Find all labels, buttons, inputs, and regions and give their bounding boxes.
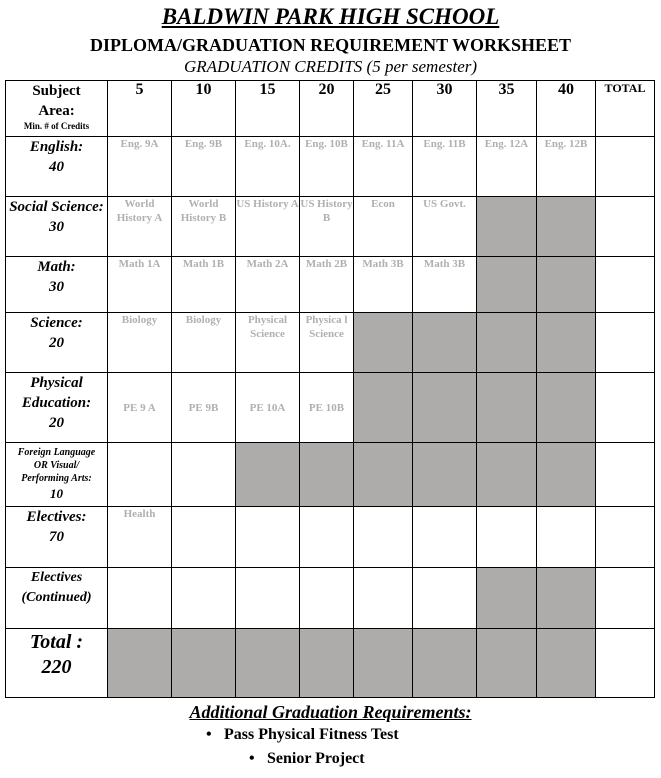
total-cell[interactable] — [596, 313, 655, 373]
subject-social-science: Social Science: 30 — [6, 197, 108, 257]
total-cell[interactable] — [596, 443, 655, 507]
table-row-english — [6, 137, 655, 197]
grand-total-cell[interactable] — [596, 629, 655, 698]
shaded-cell — [477, 568, 537, 629]
shaded-cell — [300, 629, 354, 698]
credit-col-25: 25 — [354, 81, 413, 137]
table-row-math — [6, 257, 655, 313]
course-cell[interactable] — [236, 507, 300, 568]
course-cell[interactable]: World History A — [108, 197, 172, 257]
course-cell[interactable]: Physical Science — [236, 313, 300, 373]
shaded-cell — [172, 629, 236, 698]
course-cell[interactable]: PE 10A — [236, 373, 300, 443]
course-cell[interactable]: Physica l Science — [300, 313, 354, 373]
course-cell[interactable]: Eng. 11A — [354, 137, 413, 197]
table-row-physical-education — [6, 373, 655, 443]
min-credits-label: Min. # of Credits — [23, 121, 90, 131]
credit-col-35: 35 — [477, 81, 537, 137]
total-cell[interactable] — [596, 137, 655, 197]
course-cell[interactable]: Math 3B — [354, 257, 413, 313]
course-cell[interactable]: PE 9 A — [108, 373, 172, 443]
shaded-cell — [477, 197, 537, 257]
worksheet-title: DIPLOMA/GRADUATION REQUIREMENT WORKSHEET — [89, 35, 572, 55]
course-cell[interactable] — [236, 568, 300, 629]
course-cell[interactable]: Eng. 12A — [477, 137, 537, 197]
course-cell[interactable] — [413, 507, 477, 568]
course-cell[interactable] — [477, 507, 537, 568]
requirement-item: • Pass Physical Fitness Test — [206, 726, 399, 743]
requirement-item: • Senior Project — [249, 750, 365, 767]
shaded-cell — [300, 443, 354, 507]
shaded-cell — [477, 257, 537, 313]
course-cell[interactable] — [413, 568, 477, 629]
school-name: BALDWIN PARK HIGH SCHOOL — [161, 4, 500, 29]
credit-col-20: 20 — [300, 81, 354, 137]
course-cell[interactable]: US History A — [236, 197, 300, 257]
table-row-foreign-language — [6, 443, 655, 507]
course-cell[interactable]: Eng. 11B — [413, 137, 477, 197]
course-cell[interactable] — [300, 568, 354, 629]
table-row-science — [6, 313, 655, 373]
course-cell[interactable]: US Govt. — [413, 197, 477, 257]
subject-electives-continued: Electives (Continued) — [6, 568, 108, 629]
course-cell[interactable] — [172, 507, 236, 568]
shaded-cell — [537, 443, 596, 507]
course-cell[interactable]: Biology — [172, 313, 236, 373]
course-cell[interactable]: Biology — [108, 313, 172, 373]
shaded-cell — [477, 443, 537, 507]
subject-math: Math: 30 — [6, 257, 108, 313]
total-cell[interactable] — [596, 373, 655, 443]
shaded-cell — [354, 373, 413, 443]
table-row-social-science — [6, 197, 655, 257]
total-column-header: TOTAL — [596, 81, 655, 137]
course-cell[interactable]: Math 3B — [413, 257, 477, 313]
course-cell[interactable]: World History B — [172, 197, 236, 257]
subject-english: English: 40 — [6, 137, 108, 197]
shaded-cell — [537, 197, 596, 257]
shaded-cell — [108, 629, 172, 698]
total-cell[interactable] — [596, 197, 655, 257]
course-cell[interactable] — [108, 568, 172, 629]
course-cell[interactable]: Eng. 9A — [108, 137, 172, 197]
subject-foreign-language: Foreign Language OR Visual/ Performing Arts: 10 — [6, 443, 108, 507]
course-cell[interactable] — [354, 507, 413, 568]
subject-header-line2: Area: — [38, 103, 75, 119]
credit-col-5: 5 — [108, 81, 172, 137]
course-cell[interactable]: Health — [108, 507, 172, 568]
credit-col-40: 40 — [537, 81, 596, 137]
course-cell[interactable] — [172, 443, 236, 507]
shaded-cell — [477, 629, 537, 698]
credit-col-10: 10 — [172, 81, 236, 137]
course-cell[interactable]: Econ — [354, 197, 413, 257]
course-cell[interactable] — [354, 568, 413, 629]
course-cell[interactable]: Eng. 10A. — [236, 137, 300, 197]
shaded-cell — [354, 313, 413, 373]
subject-area-header — [6, 81, 108, 137]
total-cell[interactable] — [596, 257, 655, 313]
bullet-icon: • — [249, 750, 255, 767]
shaded-cell — [537, 629, 596, 698]
shaded-cell — [236, 629, 300, 698]
shaded-cell — [413, 443, 477, 507]
subject-header-line1: Subject — [32, 83, 81, 99]
shaded-cell — [236, 443, 300, 507]
course-cell[interactable]: Eng. 9B — [172, 137, 236, 197]
worksheet-subtitle: GRADUATION CREDITS (5 per semester) — [183, 57, 478, 76]
course-cell[interactable] — [172, 568, 236, 629]
shaded-cell — [413, 629, 477, 698]
total-cell[interactable] — [596, 507, 655, 568]
course-cell[interactable]: Eng. 12B — [537, 137, 596, 197]
subject-electives: Electives: 70 — [6, 507, 108, 568]
course-cell[interactable] — [300, 507, 354, 568]
header-row — [6, 81, 655, 137]
shaded-cell — [413, 373, 477, 443]
shaded-cell — [537, 313, 596, 373]
shaded-cell — [537, 568, 596, 629]
subject-physical-education: Physical Education: 20 — [6, 373, 108, 443]
course-cell[interactable]: PE 9B — [172, 373, 236, 443]
subject-total: Total : 220 — [6, 629, 108, 698]
shaded-cell — [537, 373, 596, 443]
course-cell[interactable]: Math 2A — [236, 257, 300, 313]
bullet-icon: • — [206, 726, 212, 743]
course-cell[interactable]: Math 1B — [172, 257, 236, 313]
course-cell[interactable]: Math 2B — [300, 257, 354, 313]
credit-col-30: 30 — [413, 81, 477, 137]
total-cell[interactable] — [596, 568, 655, 629]
additional-requirements-heading: Additional Graduation Requirements: — [189, 702, 472, 722]
shaded-cell — [413, 313, 477, 373]
shaded-cell — [354, 629, 413, 698]
shaded-cell — [537, 257, 596, 313]
course-cell[interactable]: Eng. 10B — [300, 137, 354, 197]
course-cell[interactable]: US History B — [300, 197, 354, 257]
shaded-cell — [477, 373, 537, 443]
requirement-table — [5, 80, 655, 698]
course-cell[interactable] — [108, 443, 172, 507]
course-cell[interactable]: Math 1A — [108, 257, 172, 313]
table-row-electives — [6, 507, 655, 568]
shaded-cell — [477, 313, 537, 373]
shaded-cell — [354, 443, 413, 507]
course-cell[interactable]: PE 10B — [300, 373, 354, 443]
credit-col-15: 15 — [236, 81, 300, 137]
table-row-electives-continued — [6, 568, 655, 629]
subject-science: Science: 20 — [6, 313, 108, 373]
course-cell[interactable] — [537, 507, 596, 568]
table-row-total — [6, 629, 655, 698]
